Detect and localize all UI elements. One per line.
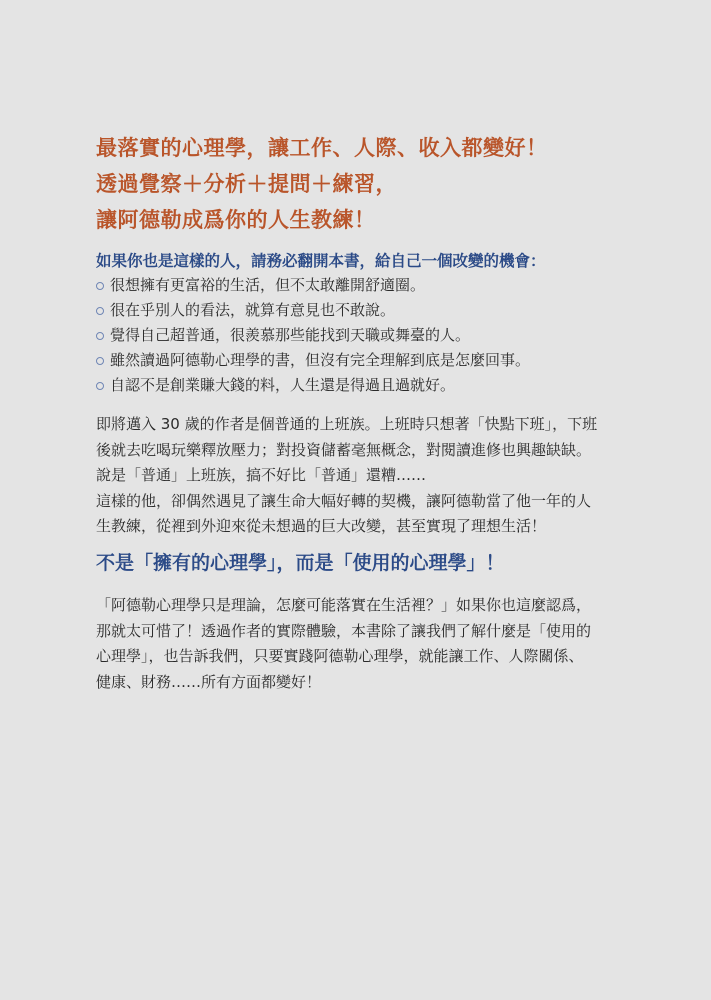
circle-bullet-icon <box>96 357 104 365</box>
story-line: 說是「普通」上班族，搞不好比「普通」還糟…… <box>96 466 427 484</box>
bullet-text: 很在乎別人的看法，就算有意見也不敢說。 <box>110 301 396 319</box>
intro-title: 如果你也是這樣的人，請務必翻開本書，給自己一個改變的機會： <box>96 252 546 270</box>
circle-bullet-icon <box>96 282 104 290</box>
list-item <box>96 348 636 373</box>
headline <box>96 130 636 238</box>
subheading: 不是「擁有的心理學」，而是「使用的心理學」！ <box>96 552 505 574</box>
closing-line: 「阿德勒心理學只是理論，怎麼可能落實在生活裡？」如果你也這麼認爲， <box>96 596 592 614</box>
story-line: 後就去吃喝玩樂釋放壓力；對投資儲蓄毫無概念，對閱讀進修也興趣缺缺。 <box>96 440 592 459</box>
closing-line: 健康、財務……所有方面都變好！ <box>96 672 322 691</box>
story-paragraph <box>96 412 620 540</box>
headline-line-1: 最落實的心理學，讓工作、人際、收入都變好！ <box>96 135 548 160</box>
list-item <box>96 298 636 323</box>
list-item <box>96 323 636 348</box>
circle-bullet-icon <box>96 307 104 315</box>
bullet-text: 覺得自己超普通，很羨慕那些能找到天職或舞臺的人。 <box>110 326 471 344</box>
bullet-text: 很想擁有更富裕的生活，但不太敢離開舒適圈。 <box>110 276 426 294</box>
bullet-list <box>96 273 636 398</box>
circle-bullet-icon <box>96 332 104 340</box>
list-item <box>96 273 636 298</box>
circle-bullet-icon <box>96 382 104 390</box>
intro-section <box>96 249 636 398</box>
list-item <box>96 373 636 398</box>
closing-line: 那就太可惜了！透過作者的實際體驗，本書除了讓我們了解什麼是「使用的 <box>96 621 592 640</box>
story-line: 即將邁入 30 歲的作者是個普通的上班族。上班時只想著「快點下班」，下班 <box>96 415 598 433</box>
bullet-text: 自認不是創業賺大錢的料，人生還是得過且過就好。 <box>110 376 456 394</box>
story-line: 生教練，從裡到外迎來從未想過的巨大改變，甚至實現了理想生活！ <box>96 517 547 535</box>
story-line: 這樣的他，卻偶然遇見了讓生命大幅好轉的契機，讓阿德勒當了他一年的人 <box>96 491 592 510</box>
headline-line-3: 讓阿德勒成爲你的人生教練！ <box>96 207 376 232</box>
closing-paragraph <box>96 593 620 695</box>
bullet-text: 雖然讀過阿德勒心理學的書，但沒有完全理解到底是怎麼回事。 <box>110 351 531 369</box>
headline-line-2: 透過覺察＋分析＋提問＋練習， <box>96 171 397 196</box>
closing-line: 心理學」，也告訴我們，只要實踐阿德勒心理學，就能讓工作、人際關係、 <box>96 647 584 665</box>
